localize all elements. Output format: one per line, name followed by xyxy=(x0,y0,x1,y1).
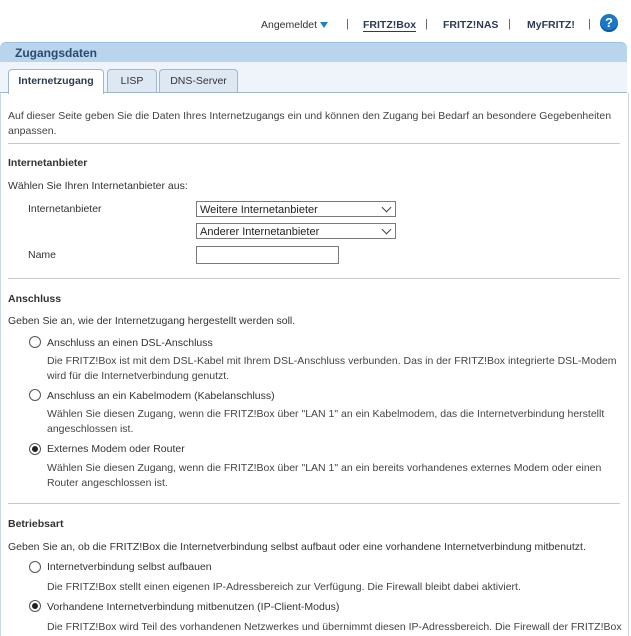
radio-own-connection-label[interactable]: Internetverbindung selbst aufbauen xyxy=(47,561,212,573)
tab-internetzugang[interactable]: Internetzugang xyxy=(8,69,104,94)
chevron-down-icon xyxy=(382,203,392,213)
radio-ip-client-label[interactable]: Vorhandene Internetverbindung mitbenutzen (IP-Client-Modus) xyxy=(47,601,340,613)
radio-dsl[interactable] xyxy=(29,336,41,348)
radio-external-modem[interactable] xyxy=(29,443,41,455)
tab-dns-server[interactable]: DNS-Server xyxy=(159,69,238,92)
provider-select[interactable] xyxy=(196,201,396,217)
radio-ip-client[interactable] xyxy=(29,600,41,612)
radio-dsl-label[interactable]: Anschluss an einen DSL-Anschluss xyxy=(47,337,213,349)
nav-separator: | xyxy=(588,18,591,30)
provider-subselect[interactable] xyxy=(196,223,396,239)
connection-heading: Anschluss xyxy=(8,293,62,305)
radio-cable[interactable] xyxy=(29,389,41,401)
mode-prompt: Geben Sie an, ob die FRITZ!Box die Internetverbindung selbst aufbaut oder eine vorhandene Internetverbindung mitbenutzt. xyxy=(8,541,586,553)
radio-cable-label[interactable]: Anschluss an ein Kabelmodem (Kabelanschluss) xyxy=(47,390,275,402)
help-icon[interactable]: ? xyxy=(600,14,618,32)
nav-link-myfritz[interactable]: MyFRITZ! xyxy=(527,19,575,31)
connection-prompt: Geben Sie an, wie der Internetzugang hergestellt werden soll. xyxy=(8,315,296,327)
chevron-down-icon xyxy=(320,22,328,28)
radio-own-connection-desc: Die FRITZ!Box stellt einen eigenen IP-Adressbereich zur Verfügung. Die Firewall bleibt dabei aktiviert. xyxy=(47,581,521,593)
provider-prompt: Wählen Sie Ihren Internetanbieter aus: xyxy=(8,180,188,192)
radio-dsl-desc: Die FRITZ!Box ist mit dem DSL-Kabel mit Ihrem DSL-Anschluss verbunden. Das in der FRITZ!Box integrierte DSL-Modem wird für die Internetverbindung genutzt. xyxy=(47,355,617,382)
mode-heading: Betriebsart xyxy=(8,518,64,530)
section-divider xyxy=(8,503,620,504)
logged-in-label: Angemeldet xyxy=(261,19,318,31)
nav-link-fritzbox[interactable]: FRITZ!Box xyxy=(363,19,417,31)
radio-own-connection[interactable] xyxy=(29,561,41,573)
tab-strip xyxy=(0,62,627,93)
provider-select-value: Weitere Internetanbieter xyxy=(200,204,318,216)
radio-external-modem-label[interactable]: Externes Modem oder Router xyxy=(47,443,185,455)
page-title: Zugangsdaten xyxy=(15,46,98,60)
chevron-down-icon xyxy=(382,225,392,235)
provider-label: Internetanbieter xyxy=(28,203,102,215)
radio-cable-desc: Wählen Sie diesen Zugang, wenn die FRITZ!Box über "LAN 1" an ein Kabelmodem, das die Internetverbindung herstellt angeschlossen ist. xyxy=(47,408,605,435)
nav-separator: | xyxy=(425,18,428,30)
top-navigation xyxy=(0,0,631,42)
nav-separator: | xyxy=(346,18,349,30)
section-divider xyxy=(8,143,620,144)
nav-link-fritznas[interactable]: FRITZ!NAS xyxy=(443,19,499,31)
intro-text: Auf dieser Seite geben Sie die Daten Ihres Internetzugangs ein und können den Zugang bei Bedarf an besondere Gegebenheiten anpassen. xyxy=(8,110,612,137)
provider-heading: Internetanbieter xyxy=(8,157,88,169)
provider-subselect-value: Anderer Internetanbieter xyxy=(200,226,320,238)
name-label: Name xyxy=(28,249,57,261)
section-divider xyxy=(8,278,620,279)
page-title-bar xyxy=(0,42,627,63)
name-input[interactable] xyxy=(196,246,339,264)
logged-in-menu[interactable] xyxy=(261,19,328,31)
nav-separator: | xyxy=(508,18,511,30)
tab-lisp[interactable]: LISP xyxy=(107,69,157,92)
radio-external-modem-desc: Wählen Sie diesen Zugang, wenn die FRITZ!Box über "LAN 1" an ein bereits vorhandenes externes Modem oder einen Router angeschlossen ist. xyxy=(47,462,602,489)
radio-ip-client-desc: Die FRITZ!Box wird Teil des vorhandenen Netzwerkes und übernimmt diesen IP-Adressbereich. Die Firewall der FRITZ!Box xyxy=(47,621,622,633)
